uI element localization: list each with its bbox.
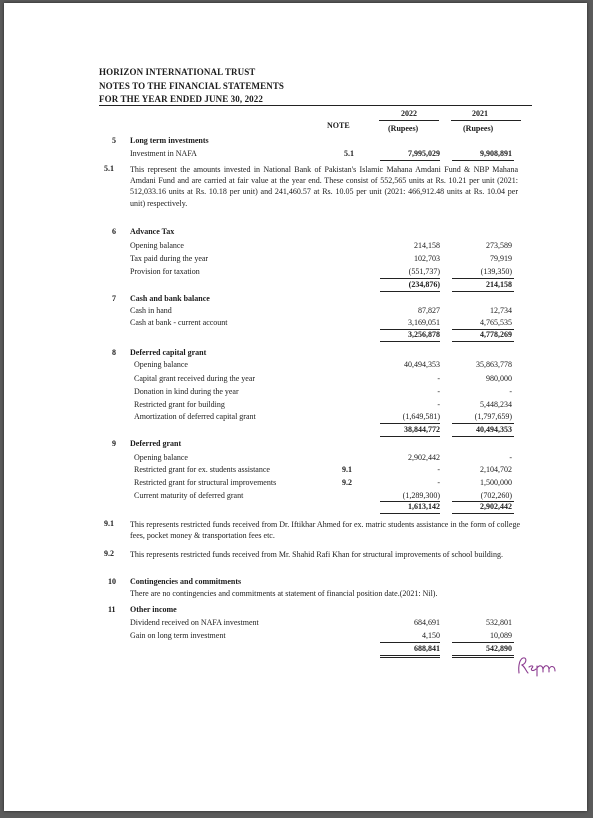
total-rule <box>452 291 514 292</box>
note-ref: 9.1 <box>342 465 352 474</box>
entity-name: HORIZON INTERNATIONAL TRUST <box>99 67 256 77</box>
double-total-rule <box>452 657 514 658</box>
value-2022: 2,902,442 <box>408 453 440 462</box>
section-number: 10 <box>108 577 116 586</box>
note-number: 5.1 <box>104 164 114 173</box>
line-item-label: Investment in NAFA <box>130 149 197 158</box>
note-paragraph: This represents restricted funds received from Mr. Shahid Rafi Khan for structural improvements of school building. <box>130 550 504 559</box>
total-2021: 40,494,353 <box>476 425 512 434</box>
line-item-label: Tax paid during the year <box>130 254 209 263</box>
value-2022: 102,703 <box>414 254 440 263</box>
subtotal-rule <box>380 278 440 279</box>
financial-statement-page <box>4 3 587 811</box>
total-rule <box>380 160 440 161</box>
line-item-label: Provision for taxation <box>130 267 200 276</box>
total-rule <box>452 341 514 342</box>
value-2022: (551,737) <box>408 267 440 276</box>
value-2021: (702,260) <box>480 491 512 500</box>
total-2021: 542,890 <box>486 644 512 653</box>
value-2022: - <box>437 478 440 487</box>
note-text: There are no contingencies and commitments at statement of financial position date.(2021: Nil). <box>130 589 438 598</box>
total-rule <box>452 513 514 514</box>
rupees-2022-heading: (Rupees) <box>388 124 419 133</box>
value-2022: (1,649,581) <box>402 412 440 421</box>
total-2022: 688,841 <box>414 644 440 653</box>
note-number: 9.1 <box>104 519 114 528</box>
line-item-label: Restricted grant for building <box>134 400 225 409</box>
note-ref: 9.2 <box>342 478 352 487</box>
value-2022: 87,827 <box>418 306 440 315</box>
line-item-label: Opening balance <box>134 453 188 462</box>
line-item-label: Cash in hand <box>130 306 172 315</box>
note-number: 9.2 <box>104 549 114 558</box>
section-number: 11 <box>108 605 116 614</box>
section-number: 8 <box>112 348 116 357</box>
subtotal-rule <box>452 642 514 643</box>
total-rule <box>380 291 440 292</box>
subtotal-rule <box>380 423 440 424</box>
total-2022: (234,876) <box>408 280 440 289</box>
total-rule <box>380 341 440 342</box>
line-item-label: Amortization of deferred capital grant <box>134 412 256 421</box>
note-paragraph: This represents restricted funds received from Dr. Iftikhar Ahmed for ex. matric students assistance in the form of college fees, pocket money & transportation fees etc. <box>130 520 520 541</box>
note-ref: 5.1 <box>344 149 354 158</box>
year-2021-heading: 2021 <box>472 109 488 118</box>
total-rule <box>452 655 514 656</box>
year-2022-rule <box>379 120 439 121</box>
value-2022: - <box>437 400 440 409</box>
subtotal-rule <box>452 278 514 279</box>
value-2021: (139,350) <box>480 267 512 276</box>
line-item-label: Restricted grant for structural improvements <box>134 478 277 487</box>
note-column-heading: NOTE <box>327 121 350 130</box>
total-rule <box>452 160 514 161</box>
value-2021: 9,908,891 <box>480 149 512 158</box>
value-2021: 79,919 <box>490 254 512 263</box>
total-2021: 214,158 <box>486 280 512 289</box>
total-2022: 38,844,772 <box>404 425 440 434</box>
line-item-label: Cash at bank - current account <box>130 318 228 327</box>
line-item-label: Gain on long term investment <box>130 631 226 640</box>
section-number: 6 <box>112 227 116 236</box>
value-2021: 980,000 <box>486 374 512 383</box>
year-2022-heading: 2022 <box>401 109 417 118</box>
section-heading: Other income <box>130 605 177 614</box>
total-2021: 4,778,269 <box>480 330 512 339</box>
value-2022: - <box>437 374 440 383</box>
section-number: 5 <box>112 136 116 145</box>
subtotal-rule <box>380 642 440 643</box>
value-2022: (1,289,300) <box>402 491 440 500</box>
line-item-label: Opening balance <box>134 360 188 369</box>
line-item-label: Opening balance <box>130 241 184 250</box>
value-2021: 532,801 <box>486 618 512 627</box>
section-number: 7 <box>112 294 116 303</box>
total-rule <box>380 655 440 656</box>
value-2021: 5,448,234 <box>480 400 512 409</box>
double-total-rule <box>380 657 440 658</box>
value-2022: - <box>437 465 440 474</box>
line-item-label: Dividend received on NAFA investment <box>130 618 259 627</box>
value-2021: - <box>509 387 512 396</box>
value-2021: 1,500,000 <box>480 478 512 487</box>
line-item-label: Donation in kind during the year <box>134 387 239 396</box>
total-2022: 3,256,878 <box>408 330 440 339</box>
header-rule <box>99 105 532 106</box>
section-heading: Deferred grant <box>130 439 182 448</box>
total-2021: 2,902,442 <box>480 502 512 511</box>
total-2022: 1,613,142 <box>408 502 440 511</box>
doc-subtitle: NOTES TO THE FINANCIAL STATEMENTS <box>99 81 285 91</box>
value-2021: (1,797,659) <box>474 412 512 421</box>
total-rule <box>380 513 440 514</box>
value-2022: - <box>437 387 440 396</box>
value-2021: 35,863,778 <box>476 360 512 369</box>
value-2021: - <box>509 453 512 462</box>
value-2022: 214,158 <box>414 241 440 250</box>
note-paragraph: This represent the amounts invested in National Bank of Pakistan's Islamic Mahana Amdani Fund & NBP Mahana Amdani Fund and are carried at fair value at the year end. These consist of 552,565 units at Rs. 10.21 per unit (2021: 512,033.16 units at Rs. 10.18 per unit) and 241,460.57 at Rs. 10.05 per unit (2021: 466,912.48 units at Rs. 10.04 per unit) respectively. <box>130 165 518 208</box>
value-2022: 4,150 <box>422 631 440 640</box>
value-2021: 10,089 <box>490 631 512 640</box>
value-2022: 7,995,029 <box>408 149 440 158</box>
section-heading: Long term investments <box>130 136 209 145</box>
period-title: FOR THE YEAR ENDED JUNE 30, 2022 <box>99 94 263 104</box>
total-rule <box>452 436 514 437</box>
section-heading: Deferred capital grant <box>130 348 207 357</box>
section-number: 9 <box>112 439 116 448</box>
line-item-label: Restricted grant for ex. students assistance <box>134 465 270 474</box>
total-rule <box>380 436 440 437</box>
value-2022: 684,691 <box>414 618 440 627</box>
value-2021: 273,589 <box>486 241 512 250</box>
line-item-label: Current maturity of deferred grant <box>134 491 244 500</box>
value-2021: 12,734 <box>490 306 512 315</box>
value-2022: 40,494,353 <box>404 360 440 369</box>
handwritten-initials <box>514 653 566 681</box>
line-item-label: Capital grant received during the year <box>134 374 256 383</box>
section-heading: Advance Tax <box>130 227 175 236</box>
value-2022: 3,169,051 <box>408 318 440 327</box>
section-heading: Cash and bank balance <box>130 294 210 303</box>
subtotal-rule <box>452 423 514 424</box>
value-2021: 4,765,535 <box>480 318 512 327</box>
value-2021: 2,104,702 <box>480 465 512 474</box>
section-heading: Contingencies and commitments <box>130 577 242 586</box>
rupees-2021-heading: (Rupees) <box>463 124 494 133</box>
year-2021-rule <box>451 120 521 121</box>
